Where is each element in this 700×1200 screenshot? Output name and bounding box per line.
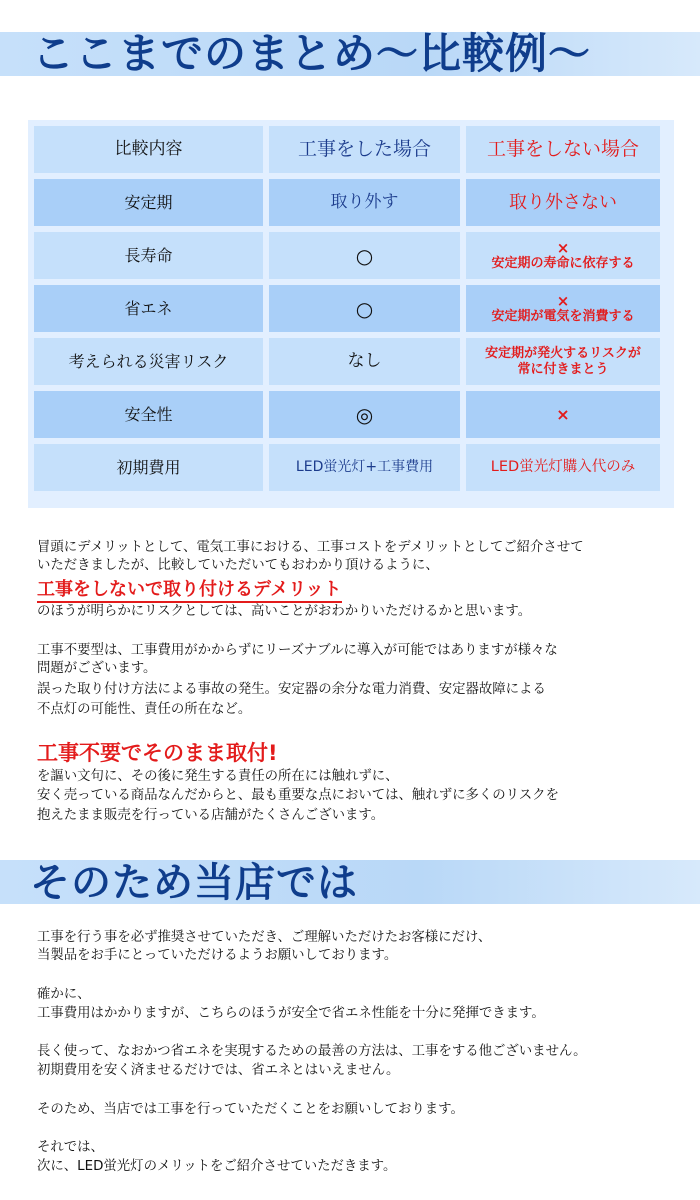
table-row (34, 179, 660, 226)
without-note: 安定期の寿命に依存する (491, 255, 635, 271)
body-text: 長く使って、なおかつ省エネを実現するための最善の方法は、工事をする他ございません。 (37, 1044, 587, 1059)
header-with-work: 工事をした場合 (269, 126, 460, 173)
body-text: 抱えたまま販売を行っている店舗がたくさんございます。 (37, 808, 385, 823)
body-text: いただきましたが、比較していただいてもおわかり頂けるように、 (37, 558, 439, 573)
body-text: 不点灯の可能性、責任の所在など。 (37, 702, 252, 717)
table-row (34, 338, 660, 385)
highlight-no-work: 工事不要でそのまま取付! (37, 741, 278, 765)
without-work-cell (466, 338, 660, 385)
body-text: 工事不要型は、工事費用がかからずにリーズナブルに導入が可能ではありますが様々な (37, 643, 558, 658)
with-work-cell: ○ (269, 232, 460, 279)
table-row (34, 391, 660, 438)
table-row (34, 232, 660, 279)
with-work-cell: なし (269, 338, 460, 385)
row-label: 安全性 (34, 391, 263, 438)
header-without-work: 工事をしない場合 (466, 126, 660, 173)
section-title-our-store: そのため当店では (30, 860, 358, 906)
without-work-cell: LED蛍光灯購入代のみ (466, 444, 660, 491)
table-row (34, 444, 660, 491)
without-line1: 安定期が発火するリスクが (485, 345, 641, 361)
with-work-cell: ○ (269, 285, 460, 332)
with-work-cell: ◎ (269, 391, 460, 438)
row-label: 省エネ (34, 285, 263, 332)
body-text: 安く売っている商品なんだからと、最も重要な点においては、触れずに多くのリスクを (37, 788, 559, 803)
table-header-row (34, 126, 660, 173)
body-text: 工事費用はかかりますが、こちらのほうが安全で省エネ性能を十分に発揮できます。 (37, 1006, 545, 1021)
body-text: 初期費用を安く済ませるだけでは、省エネとはいえません。 (37, 1063, 400, 1078)
body-text: 冒頭にデメリットとして、電気工事における、工事コストをデメリットとしてご紹介させて (37, 540, 584, 555)
without-line2: 常に付きまとう (517, 361, 609, 377)
table-row (34, 285, 660, 332)
body-text: 問題がございます。 (37, 661, 157, 676)
row-label: 安定期 (34, 179, 263, 226)
body-text: それでは、 (37, 1140, 104, 1155)
without-note: 安定期が電気を消費する (491, 308, 635, 324)
cross-mark: × (556, 291, 570, 310)
body-text: 当製品をお手にとっていただけるようお願いしております。 (37, 948, 398, 963)
highlight-demerit: 工事をしないで取り付けるデメリット (37, 579, 342, 603)
row-label: 初期費用 (34, 444, 263, 491)
with-work-cell: LED蛍光灯+工事費用 (269, 444, 460, 491)
header-label: 比較内容 (34, 126, 263, 173)
body-text: 誤った取り付け方法による事故の発生。安定器の余分な電力消費、安定器故障による (37, 682, 546, 697)
section-title-summary: ここまでのまとめ～比較例～ (32, 29, 592, 78)
body-text: 次に、LED蛍光灯のメリットをご紹介させていただきます。 (37, 1159, 397, 1174)
body-text: そのため、当店では工事を行っていただくことをお願いしております。 (37, 1102, 464, 1117)
without-work-cell (466, 285, 660, 332)
body-text: 工事を行う事を必ず推奨させていただき、ご理解いただけたお客様にだけ、 (37, 930, 492, 945)
row-label: 長寿命 (34, 232, 263, 279)
comparison-table (28, 120, 674, 508)
without-work-cell (466, 232, 660, 279)
row-label: 考えられる災害リスク (34, 338, 263, 385)
without-work-cell: 取り外さない (466, 179, 660, 226)
with-work-cell: 取り外す (269, 179, 460, 226)
section-banner-summary (0, 29, 700, 78)
body-text: を謳い文句に、その後に発生する責任の所在には触れずに、 (37, 769, 399, 784)
body-text: のほうが明らかにリスクとしては、高いことがおわかりいただけるかと思います。 (37, 604, 532, 619)
body-text: 確かに、 (37, 987, 91, 1002)
cross-mark: × (556, 238, 570, 257)
section-banner-our-store (0, 860, 700, 904)
without-work-cell: × (466, 391, 660, 438)
